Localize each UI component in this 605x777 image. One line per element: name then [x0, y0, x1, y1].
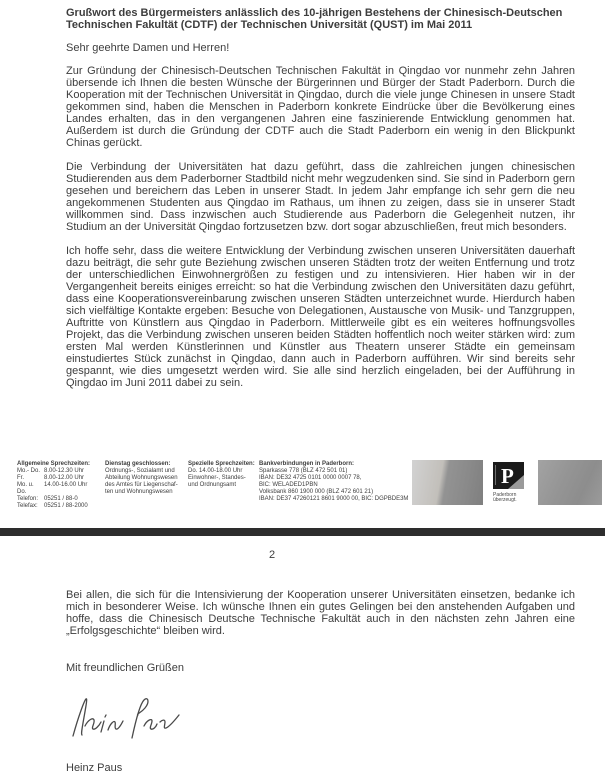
body-paragraph-1: Zur Gründung der Chinesisch-Deutschen Technischen Fakultät in Qingdao vor nunmehr zehn Jahren übersende ich Ihnen die besten Wünsche der Bürgerinnen und Bürger der Stadt Paderborn. Durch die Kooperation mit der Technischen Universität in Qingdao, durch die viele junge Chinesen in unsere Stadt gekommen sind, haben die Menschen in Paderborn konkrete Eindrücke über die Bevölkerung eines Landes erhalten, das in den vergangenen Jahren eine faszinierende Entwicklung genommen hat. Außerdem ist durch die Gründung der CDTF auch die Stadt Paderborn ein wenig in den Blickpunkt Chinas gerückt. — [66, 65, 575, 149]
footer-office-hours — [17, 461, 103, 510]
logo-caption: Paderborn überzeugt. — [493, 492, 517, 503]
paderborn-city-logo — [493, 462, 531, 503]
salutation: Sehr geehrte Damen und Herren! — [66, 42, 230, 54]
footer-row: Fr. 8.00-12.00 Uhr — [17, 475, 85, 481]
page-number: 2 — [268, 549, 276, 561]
footer-heading: Bankverbindungen in Paderborn: — [259, 461, 355, 467]
document-title: Grußwort des Bürgermeisters anlässlich des 10-jährigen Bestehens der Chinesisch-Deutschen Technischen Fakultät (CDTF) der Technischen Universität (QUST) im Mai 2011 — [66, 7, 563, 31]
footer-heading: Spezielle Sprechzeiten: — [188, 461, 255, 467]
footer-photo-left — [412, 460, 483, 505]
footer-heading: Allgemeine Sprechzeiten: — [17, 461, 91, 467]
footer-row: Telefon: 05251 / 88-0 — [17, 496, 78, 502]
footer-photo-right — [538, 460, 602, 505]
signer-name: Heinz Paus — [66, 762, 123, 774]
svg-text:P: P — [501, 464, 514, 488]
footer-heading: Dienstag geschlossen: — [105, 461, 171, 467]
footer-row: Mo. u. Do. 14.00-16.00 Uhr — [17, 482, 88, 495]
body-paragraph-4: Bei allen, die sich für die Intensivierung der Kooperation unserer Universitäten einsetzen, bedanke ich mich in besonderer Weise. Ich wünsche Ihnen ein gutes Gelingen bei den anstehenden Aufgaben und hoffe, dass die Chinesisch Deutsche Technische Fakultät auch in den nächsten zehn Jahren eine „Erfolgsgeschichte“ bleiben wird. — [66, 589, 575, 637]
page-divider-bar — [0, 528, 605, 536]
footer-bank-details: Bankverbindungen in Paderborn: Sparkasse 778 (BLZ 472 501 01) IBAN: DE32 4725 0101 0000 0007 78, BIC: WELADED1PBN Volksbank 860 1900 000 (BLZ 472 601 21) IBAN: DE37 47260121 8601 9000 00, BIC: DGPBDE3M — [259, 461, 409, 502]
handwritten-signature — [68, 694, 188, 742]
footer-closed-tuesday: Dienstag geschlossen: Ordnungs-, Sozialamt und Abteilung Wohnungswesen des Amtes für Liegenschaf- ten und Wohnungswesen — [105, 461, 187, 496]
footer-row: Telefax: 05251 / 88-2000 — [17, 503, 88, 509]
page2-body — [66, 549, 575, 774]
footer-special-hours: Spezielle Sprechzeiten: Do. 14.00-18.00 Uhr Einwohner-, Standes- und Ordnungsamt — [188, 461, 255, 488]
body-paragraph-2: Die Verbindung der Universitäten hat dazu geführt, dass die zahlreichen jungen chinesischen Studierenden aus dem Paderborner Stadtbild nicht mehr wegzudenken sind. Sie sind in Paderborn gern gesehen und bereichern das Leben in unserer Stadt. In jedem Jahr empfange ich sehr gern die neu angekommenen Studenten aus Qingdao im Rathaus, um ihnen zu zeigen, dass sie in unserer Stadt willkommen sind. Dass inzwischen auch Studierende aus Paderborn die Gelegenheit nutzen, ihr Studium an der Universität Qingdao fortzusetzen bzw. dort sogar abzuschließen, freut mich besonders. — [66, 161, 575, 233]
paderborn-logo-icon — [493, 462, 524, 489]
body-paragraph-3: Ich hoffe sehr, dass die weitere Entwicklung der Verbindung zwischen unseren Universitäten dauerhaft dazu beiträgt, die sehr gute Beziehung zwischen unseren Städten trotz der weiten Entfernung und trotz der unterschiedlichen Einwohnergrößen zu festigen und zu intensivieren. Hier haben wir in der Vergangenheit bereits einiges erreicht: so hat die Verbindung zwischen den Universitäten dazu geführt, dass eine Kooperationsvereinbarung zwischen unseren Städten unterzeichnet wurde. Hierdurch haben sich vielfältige Kontakte ergeben: Besuche von Delegationen, Austausche von Musik- und Tanzgruppen, Auftritte von Künstlern aus Qingdao in Paderborn. Mittlerweile gibt es ein weiteres hoffnungsvolles Projekt, das die Verbindung zwischen unseren beiden Städten hoffentlich noch weiter stärken wird: zum ersten Mal werden Künstlerinnen und Künstler aus Theatern unserer Städte ein gemeinsam einstudiertes Stück zunächst in Qingdao, dann auch in Paderborn aufführen. Wir sind bereits sehr gespannt, wie dies umgesetzt werden wird. Sie alle sind herzlich eingeladen, bei der Aufführung in Qingdao im Juni 2011 dabei zu sein. — [66, 245, 575, 389]
closing-phrase: Mit freundlichen Grüßen — [66, 662, 184, 674]
page1-body — [66, 7, 575, 401]
footer-row: Mo.- Do. 8.00-12.30 Uhr — [17, 468, 85, 474]
letter-footer — [0, 459, 605, 521]
